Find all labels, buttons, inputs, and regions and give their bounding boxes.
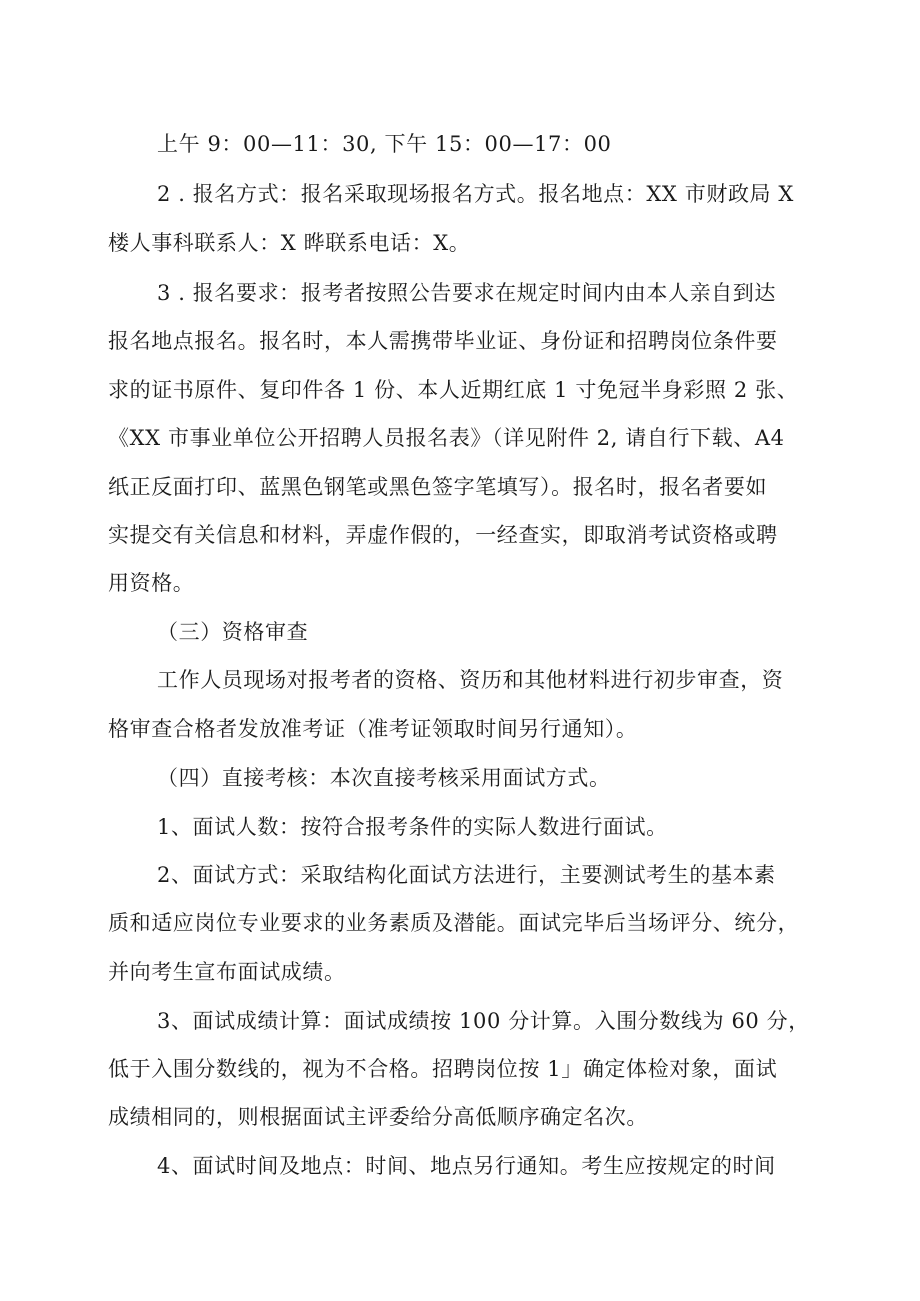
registration-requirements-line-2: 报名地点报名。报名时，本人需携带毕业证、身份证和招聘岗位条件要 [108, 329, 778, 353]
interview-time-place: 4、面试时间及地点：时间、地点另行通知。考生应按规定的时间 [157, 1154, 776, 1178]
interview-count: 1、面试人数：按符合报考条件的实际人数进行面试。 [157, 815, 668, 839]
registration-requirements-line-3: 求的证书原件、复印件各 1 份、本人近期红底 1 寸免冠半身彩照 2 张、 [108, 378, 799, 402]
interview-method-line-2: 质和适应岗位专业要求的业务素质及潜能。面试完毕后当场评分、统分， [108, 911, 800, 935]
registration-hours: 上午 9：00—11：30, 下午 15：00—17：00 [157, 132, 612, 156]
registration-requirements-line-5: 纸正反面打印、蓝黑色钢笔或黑色签字笔填写）。报名时，报名者要如 [108, 475, 768, 499]
registration-requirements-line-4: 《XX 市事业单位公开招聘人员报名表》（详见附件 2, 请自行下载、A4 [108, 426, 785, 450]
section-heading-direct-assessment: （四）直接考核：本次直接考核采用面试方式。 [157, 766, 611, 790]
interview-method-line-1: 2、面试方式：采取结构化面试方法进行，主要测试考生的基本素 [157, 863, 776, 887]
registration-requirements-line-6: 实提交有关信息和材料，弄虚作假的，一经查实，即取消考试资格或聘 [108, 523, 778, 547]
registration-requirements-line-7: 用资格。 [108, 571, 195, 595]
interview-score-line-1: 3、面试成绩计算：面试成绩按 100 分计算。入围分数线为 60 分， [157, 1009, 810, 1033]
qualification-review-line-1: 工作人员现场对报考者的资格、资历和其他材料进行初步审查，资 [157, 668, 784, 692]
section-heading-qualification-review: （三）资格审查 [157, 620, 309, 644]
registration-method-line-1: 2 . 报名方式：报名采取现场报名方式。报名地点：XX 市财政局 X [157, 182, 794, 206]
registration-method-line-2: 楼人事科联系人：X 晔联系电话：X。 [108, 231, 471, 255]
interview-score-line-3: 成绩相同的，则根据面试主评委给分高低顺序确定名次。 [108, 1105, 648, 1129]
interview-score-line-2: 低于入围分数线的，视为不合格。招聘岗位按 1」确定体检对象，面试 [108, 1057, 778, 1081]
interview-method-line-3: 并向考生宣布面试成绩。 [108, 960, 346, 984]
registration-requirements-line-1: 3 . 报名要求：报考者按照公告要求在规定时间内由本人亲自到达 [157, 281, 776, 305]
qualification-review-line-2: 格审查合格者发放准考证（准考证领取时间另行通知）。 [108, 717, 638, 741]
